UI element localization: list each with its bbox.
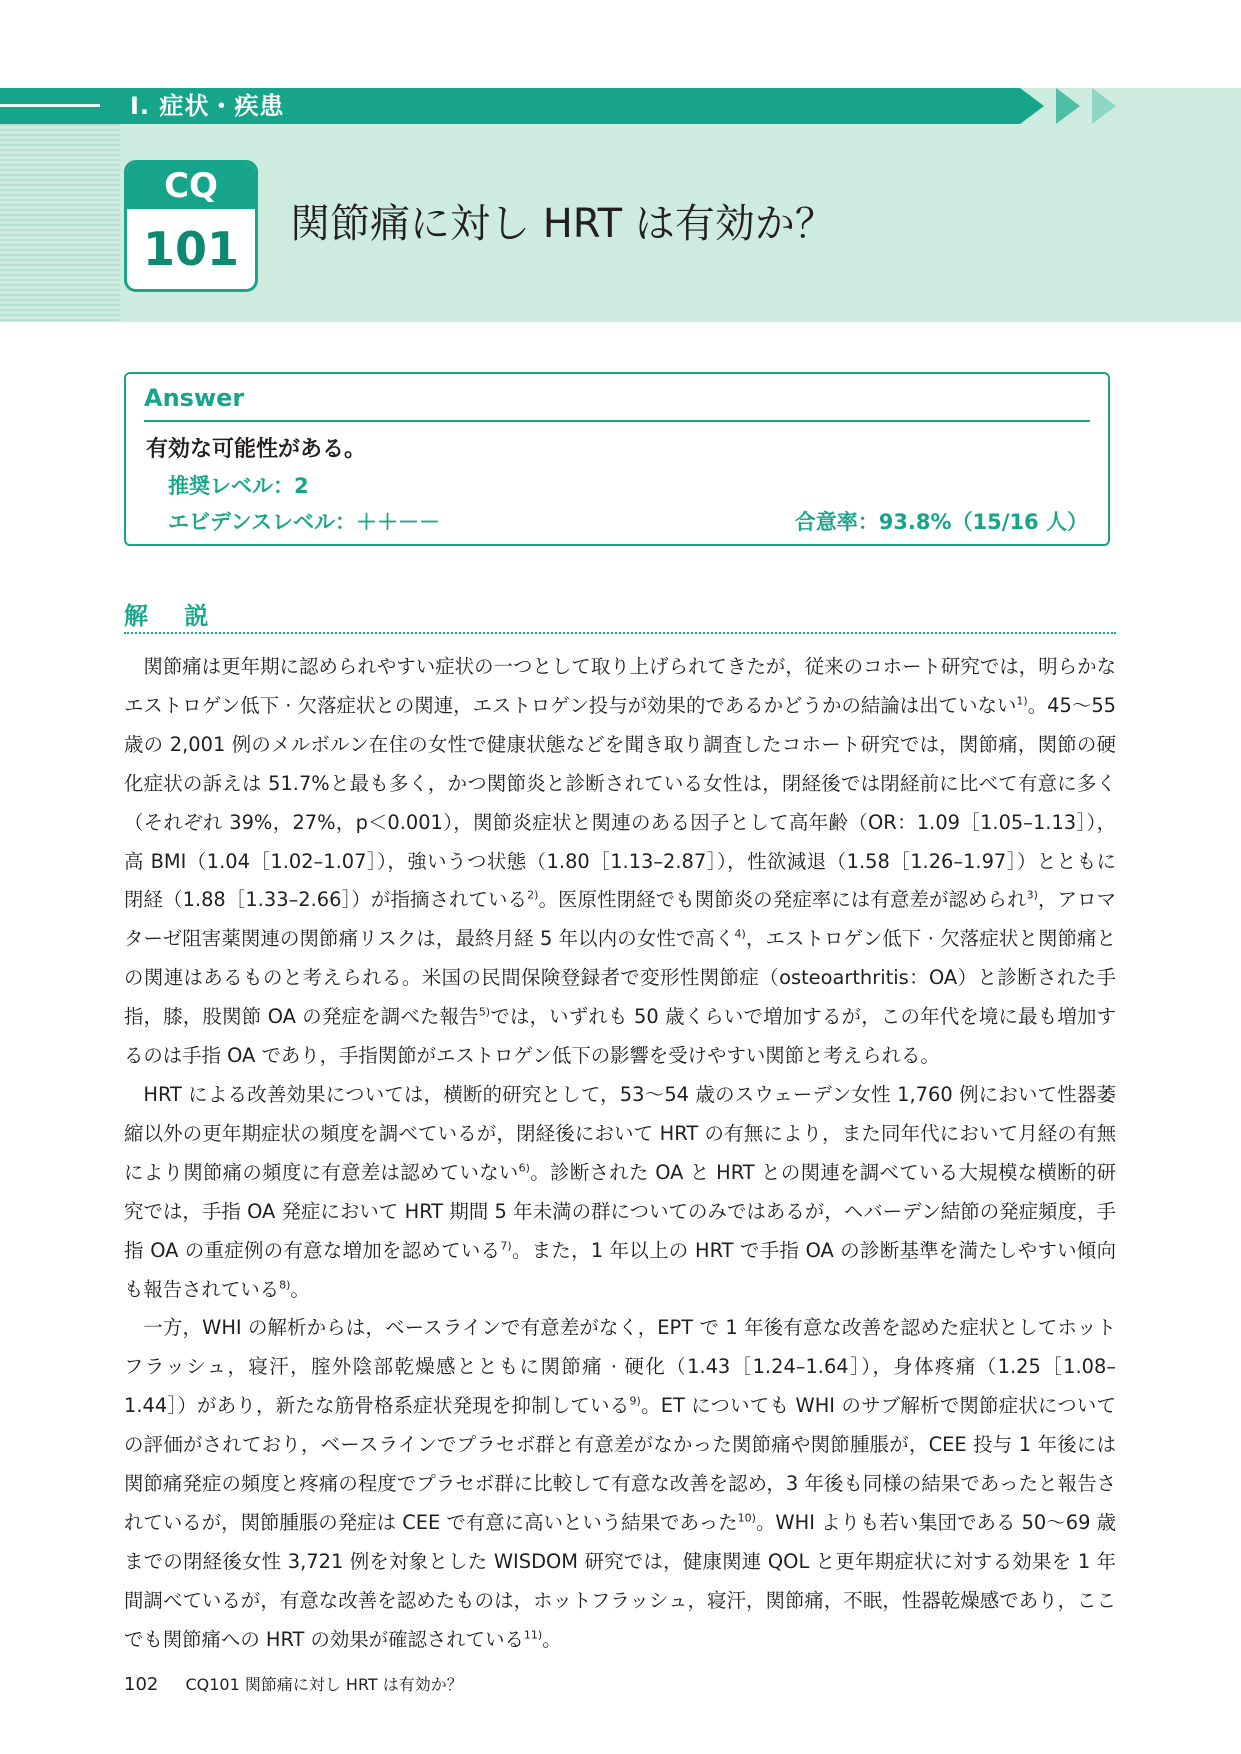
chevron-icon: [1092, 88, 1116, 124]
citation-ref: 3): [1026, 888, 1038, 902]
citation-ref: 5): [478, 1005, 491, 1019]
paragraph-text: 。WHI よりも若い集団である 50〜69 歳までの閉経後女性 3,721 例を対象とした WISDOM 研究では，健康関連 QOL と更年期症状に対する効果を 1 年間調べているが，有意な改善を認めたものは，ホットフラッシュ，寝汗，関節痛，不眠，性器乾燥感であり，ここでも関節痛への HRT の効果が確認されている: [124, 1510, 1116, 1651]
cq-badge: [124, 160, 258, 292]
commentary-heading: 解 説: [124, 602, 223, 630]
page-number: 102: [124, 1674, 159, 1695]
commentary-paragraph-3: [124, 1309, 1116, 1659]
recommendation-level: 推奨レベル：2: [168, 474, 309, 498]
section-bar-arrow: [1020, 88, 1044, 124]
header-stripes: [0, 124, 120, 322]
paragraph-text: 。: [290, 1277, 310, 1301]
cq-prefix: CQ: [127, 163, 255, 209]
paragraph-text: ，アロマターゼ阻害薬関連の関節痛リスクは，最終月経 5 年以内の女性で高く: [124, 888, 1116, 951]
citation-ref: 4): [734, 927, 746, 941]
cq-number: 101: [142, 222, 240, 276]
answer-divider: [144, 420, 1090, 422]
citation-ref: 10): [737, 1511, 756, 1525]
section-label: Ⅰ. 症状・疾患: [130, 92, 285, 120]
citation-ref: 9): [629, 1394, 641, 1408]
commentary-body: [124, 648, 1116, 1660]
evidence-level: エビデンスレベル：＋＋－－: [168, 510, 440, 534]
chevron-icon: [1056, 88, 1080, 124]
paragraph-text: 関節痛は更年期に認められやすい症状の一つとして取り上げられてきたが，従来のコホート研究では，明らかなエストロゲン低下 · 欠落症状との関連，エストロゲン投与が効果的であるかどうかの結論は出ていない: [124, 655, 1116, 717]
citation-ref: 1): [1016, 694, 1028, 708]
answer-text: 有効な可能性がある。: [146, 437, 367, 462]
citation-ref: 6): [518, 1161, 530, 1175]
paragraph-text: 。また，1 年以上の HRT で手指 OA の診断基準を満たしやすい傾向も報告されている: [124, 1238, 1117, 1301]
paragraph-text: 。45〜55 歳の 2,001 例のメルボルン在住の女性で健康状態などを聞き取り調査したコホート研究では，関節痛，関節の硬化症状の訴えは 51.7%と最も多く，かつ関節炎と診断されている女性は，閉経後では閉経前に比べて有意に多く（それぞれ 39%，27%，p＜0.001），関節炎症状と関連のある因子として高年齢（OR：1.09［1.05–1.13］），高 BMI（1.04［1.02–1.07］），強いうつ状態（1.80［1.13–2.87］），性欲減退（1.58［1.26–1.97］）とともに閉経（1.88［1.33–2.66］）が指摘されている: [124, 693, 1116, 912]
page-footer: [124, 1672, 463, 1695]
citation-ref: 8): [279, 1278, 291, 1292]
paragraph-text: 。医原性閉経でも関節炎の発症率には有意差が認められ: [538, 888, 1027, 912]
commentary-divider: [124, 632, 1116, 634]
commentary-paragraph-2: [124, 1076, 1116, 1309]
citation-ref: 7): [500, 1239, 512, 1253]
agreement-rate: 合意率：93.8%（15/16 人）: [794, 510, 1088, 534]
commentary-paragraph-1: [124, 648, 1116, 1076]
citation-ref: 11): [523, 1628, 543, 1642]
paragraph-text: 。診断された OA と HRT との関連を調べている大規模な横断的研究では，手指 OA 発症において HRT 期間 5 年未満の群についてのみではあるが，ヘバーデン結節の発症頻度，手指 OA の重症例の有意な増加を認めている: [124, 1160, 1117, 1262]
section-bar-line: [0, 104, 100, 107]
paragraph-text: では，いずれも 50 歳くらいで増加するが，この年代を境に最も増加するのは手指 OA であり，手指関節がエストロゲン低下の影響を受けやすい関節と考えられる。: [124, 1005, 1117, 1068]
answer-heading: Answer: [144, 384, 245, 412]
answer-box: [124, 372, 1110, 546]
paragraph-text: ，エストロゲン低下 · 欠落症状と関節痛との関連はあるものと考えられる。米国の民間保険登録者で変形性関節症（osteoarthritis：OA）と診断された手指，膝，股関節 OA の発症を調べた報告: [124, 927, 1116, 1029]
running-title: CQ101 関節痛に対し HRT は有効か？: [185, 1675, 463, 1694]
citation-ref: 2): [527, 888, 539, 902]
paragraph-text: HRT による改善効果については，横断的研究として，53〜54 歳のスウェーデン女性 1,760 例において性器萎縮以外の更年期症状の頻度を調べているが，閉経後において HRT の有無により，また同年代において月経の有無により関節痛の頻度に有意差は認めていない: [124, 1082, 1116, 1184]
paragraph-text: 一方，WHI の解析からは，ベースラインで有意差がなく，EPT で 1 年後有意な改善を認めた症状としてホットフラッシュ，寝汗，腟外陰部乾燥感とともに関節痛 · 硬化（1.43［1.24–1.64］），身体疼痛（1.25［1.08–1.44］）があり，新たな筋骨格系症状発現を抑制している: [124, 1316, 1116, 1418]
paragraph-text: 。: [542, 1627, 562, 1651]
page-title: 関節痛に対し HRT は有効か？: [290, 201, 835, 247]
paragraph-text: 。ET についても WHI のサブ解析で関節症状についての評価がされており，ベースラインでプラセボ群と有意差がなかった関節痛や関節腫脹が，CEE 投与 1 年後には関節痛発症の頻度と疼痛の程度でプラセボ群に比較して有意な改善を認め，3 年後も同様の結果であったと報告されているが，関節腫脹の発症は CEE で有意に高いという結果であった: [124, 1394, 1116, 1534]
